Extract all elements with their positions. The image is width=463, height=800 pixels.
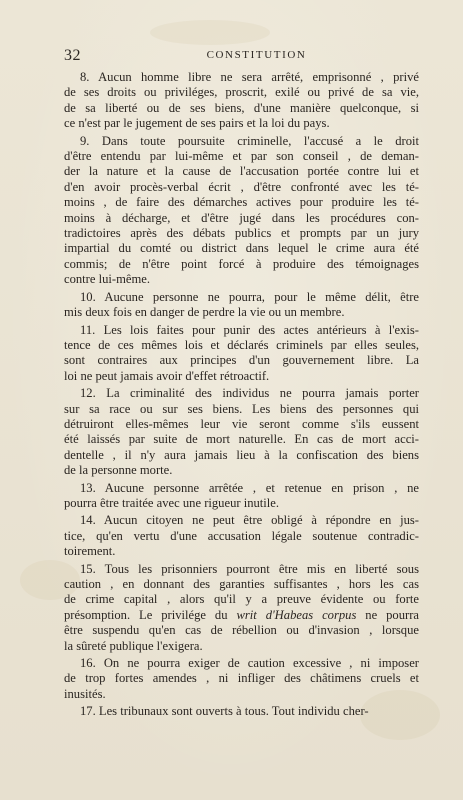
text-line: dentelle , il n'y aura jamais lieu à la confiscation des biens <box>64 447 419 462</box>
text-line: 14. Aucun citoyen ne peut être obligé à répondre en jus- <box>80 513 419 528</box>
text-line: été laissés par suite de mort naturelle. En cas de mort acci- <box>64 432 419 447</box>
article-paragraph <box>64 70 419 132</box>
text-line: der la nature et la cause de l'accusation portée contre lui et <box>64 164 419 179</box>
text-line: de la personne morte. <box>64 463 173 478</box>
text-line: sont contraires aux principes d'un gouvernement libre. La <box>64 353 419 368</box>
text-line: 13. Aucune personne arrêtée , et retenue en prison , ne <box>80 480 419 495</box>
paper-stain <box>150 20 270 45</box>
text-line: tice, qu'en vertu d'une accusation légale soutenue contradic- <box>64 528 419 543</box>
text-line: mis deux fois en danger de perdre la vie ou un membre. <box>64 305 345 320</box>
article-paragraph <box>64 134 419 288</box>
text-line: inusités. <box>64 686 106 701</box>
article-paragraph <box>64 386 419 478</box>
text-line: toirement. <box>64 544 116 559</box>
text-line: sur sa race ou sur ses biens. Les biens des personnes qui <box>64 401 419 416</box>
running-title: CONSTITUTION <box>206 49 307 61</box>
text-line: pourra être traitée avec une rigueur inutile. <box>64 495 280 510</box>
article-paragraph <box>64 323 419 385</box>
text-line: d'être entendu par lui-même et par son conseil , de deman- <box>64 149 419 164</box>
page-number: 32 <box>64 47 81 64</box>
text-line: caution , en donnant des garanties suffisantes , hors les cas <box>64 577 419 591</box>
text-line: moins , de faire des démarches actives pour produire les té- <box>64 195 419 210</box>
text-line: détruiront elles-mêmes leur vie seront comme s'ils eussent <box>64 416 419 431</box>
article-paragraph <box>64 481 419 512</box>
article-paragraph <box>64 290 419 321</box>
text-line: impartial du comté ou district dans lequel le crime aura été <box>64 241 419 256</box>
text-line: de trop fortes amendes , ni infliger des châtimens cruels et <box>64 671 419 686</box>
text-line: 10. Aucune personne ne pourra, pour le même délit, être <box>80 289 419 304</box>
text-line: tradictoires après des débats publics et prompts par un jury <box>64 226 419 241</box>
article-paragraph <box>64 513 419 559</box>
text-line: de ses droits ou priviléges, proscrit, exilé ou privé de sa vie, <box>64 85 419 100</box>
article-paragraph <box>64 656 419 702</box>
text-line: loi ne peut jamais avoir d'effet rétroactif. <box>64 368 270 383</box>
text-line: commis; de n'être point forcé à produire des témoignages <box>64 256 419 271</box>
text-line: de sa liberté ou de ses biens, d'une manière quelconque, si <box>64 100 419 115</box>
text-line: la sûreté publique l'exigera. <box>64 638 203 653</box>
text-line: 17. Les tribunaux sont ouverts à tous. Tout individu cher- <box>80 704 369 719</box>
text-line: de crime capital , alors qu'il y a preuve évidente ou forte <box>64 592 419 607</box>
article-paragraph <box>64 562 419 654</box>
text-line: moins à décharge, et d'être jugé dans les procédures con- <box>64 210 419 225</box>
text-line: être suspendu qu'en cas de rébellion ou d'invasion , lorsque <box>64 623 419 638</box>
article-paragraph <box>64 704 419 719</box>
page-header <box>64 47 419 65</box>
text-line: 9. Dans toute poursuite criminelle, l'accusé a le droit <box>80 133 419 148</box>
text-line: 16. On ne pourra exiger de caution excessive , ni imposer <box>80 656 419 671</box>
text-line: d'en avoir procès-verbal écrit , d'être confronté avec les té- <box>64 179 419 194</box>
text-line: présomption. Le privilége du writ d'Habeas corpus ne pourra <box>64 607 419 622</box>
text-line: 15. Tous les prisonniers pourront être mis en liberté sous <box>80 561 419 576</box>
text-line: 8. Aucun homme libre ne sera arrêté, emprisonné , privé <box>80 70 419 84</box>
text-line: contre lui-même. <box>64 272 151 287</box>
text-line: ce n'est par le jugement de ses pairs et la loi du pays. <box>64 116 330 131</box>
text-line: 12. La criminalité des individus ne pourra jamais porter <box>80 386 419 401</box>
page-body <box>64 70 419 722</box>
text-line: 11. Les lois faites pour punir des actes antérieurs à l'exis- <box>80 322 419 337</box>
text-line: tence de ces mêmes lois et déclarés criminels par elles seules, <box>64 337 419 352</box>
